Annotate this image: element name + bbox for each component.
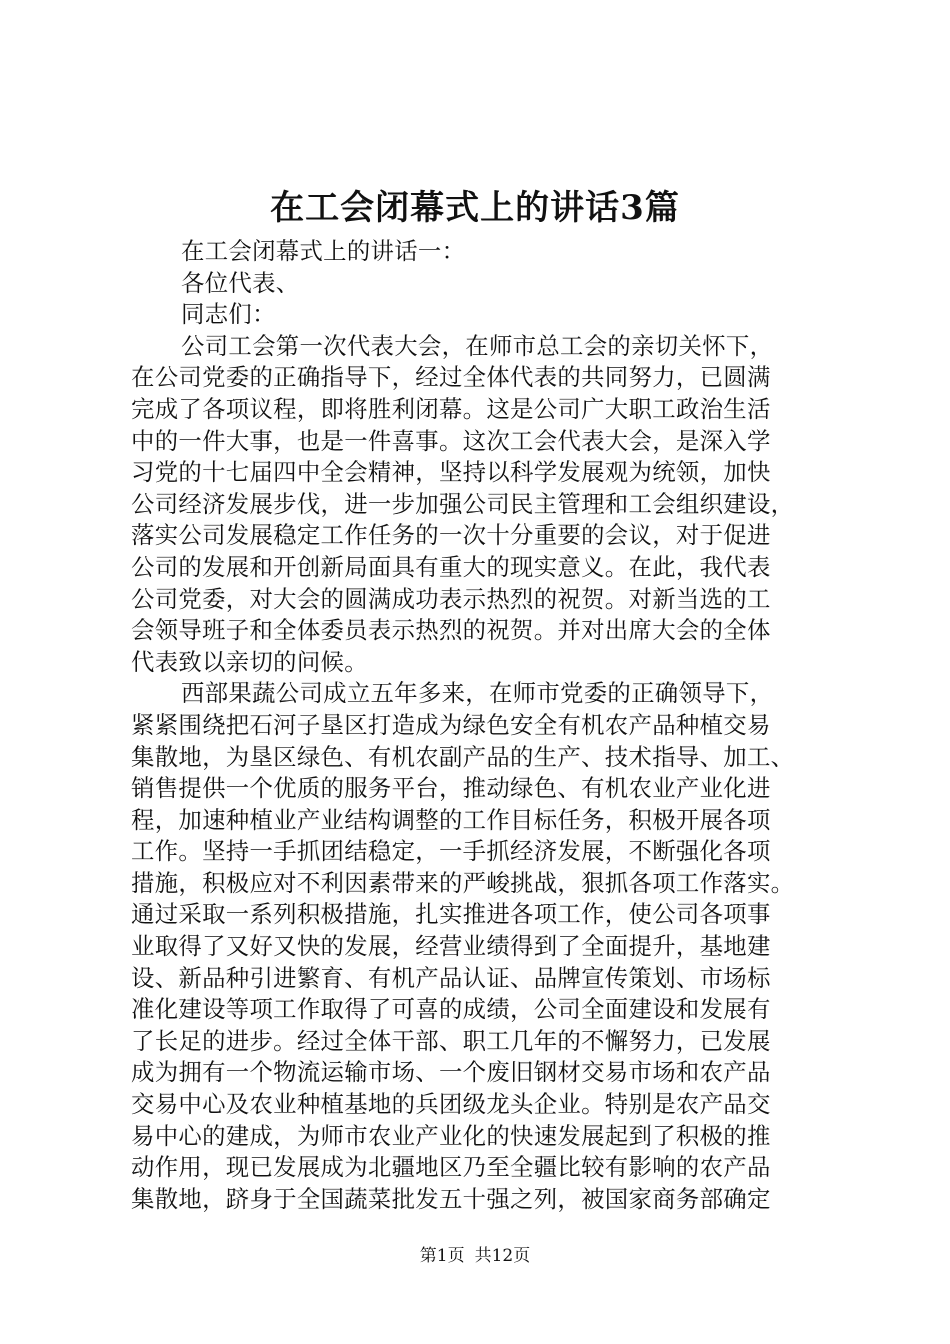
text-line: 西部果蔬公司成立五年多来，在师市党委的正确领导下， [181,679,774,708]
text-line: 工作。坚持一手抓团结稳定，一手抓经济发展，不断强化各项 [131,837,771,866]
text-line: 措施，积极应对不利因素带来的严峻挑战，狠抓各项工作落实。 [131,868,795,897]
text-line: 集散地，为垦区绿色、有机农副产品的生产、技术指导、加工、 [131,742,795,771]
text-line: 交易中心及农业种植基地的兵团级龙头企业。特别是农产品交 [131,1090,771,1119]
text-line: 销售提供一个优质的服务平台，推动绿色、有机农业产业化进 [131,774,771,803]
text-line: 各位代表、 [181,268,300,297]
text-line: 落实公司发展稳定工作任务的一次十分重要的会议，对于促进 [131,521,771,550]
text-line: 公司工会第一次代表大会，在师市总工会的亲切关怀下， [181,331,774,360]
text-line: 动作用，现已发展成为北疆地区乃至全疆比较有影响的农产品 [131,1153,771,1182]
document-body [131,236,831,1215]
page-title: 在工会闭幕式上的讲话3篇 [270,188,680,228]
page-number: 第1页 [419,1246,465,1266]
text-line: 设、新品种引进繁育、有机产品认证、品牌宣传策划、市场标 [131,963,771,992]
text-line: 同志们： [181,300,276,329]
text-line: 易中心的建成，为师市农业产业化的快速发展起到了积极的推 [131,1121,771,1150]
text-line: 业取得了又好又快的发展，经营业绩得到了全面提升，基地建 [131,932,771,961]
text-line: 在公司党委的正确指导下，经过全体代表的共同努力，已圆满 [131,363,771,392]
text-line: 通过采取一系列积极措施，扎实推进各项工作，使公司各项事 [131,900,771,929]
text-line: 公司经济发展步伐，进一步加强公司民主管理和工会组织建设， [131,489,795,518]
text-line: 中的一件大事，也是一件喜事。这次工会代表大会，是深入学 [131,426,771,455]
page-footer [0,1244,950,1268]
text-line: 完成了各项议程，即将胜利闭幕。这是公司广大职工政治生活 [131,394,771,423]
text-line: 习党的十七届四中全会精神，坚持以科学发展观为统领，加快 [131,458,771,487]
text-line: 会领导班子和全体委员表示热烈的祝贺。并对出席大会的全体 [131,616,771,645]
text-line: 在工会闭幕式上的讲话一： [181,237,466,265]
text-line: 集散地，跻身于全国蔬菜批发五十强之列，被国家商务部确定 [131,1184,771,1213]
text-line: 了长足的进步。经过全体干部、职工几年的不懈努力，已发展 [131,1026,771,1055]
text-line: 紧紧围绕把石河子垦区打造成为绿色安全有机农产品种植交易 [131,710,771,739]
text-line: 公司党委，对大会的圆满成功表示热烈的祝贺。对新当选的工 [131,584,771,613]
page-total: 共12页 [474,1246,531,1266]
text-line: 准化建设等项工作取得了可喜的成绩，公司全面建设和发展有 [131,995,771,1024]
text-line: 代表致以亲切的问候。 [131,647,368,676]
text-line: 公司的发展和开创新局面具有重大的现实意义。在此，我代表 [131,552,771,581]
text-line: 程，加速种植业产业结构调整的工作目标任务，积极开展各项 [131,805,771,834]
text-line: 成为拥有一个物流运输市场、一个废旧钢材交易市场和农产品 [131,1058,771,1087]
